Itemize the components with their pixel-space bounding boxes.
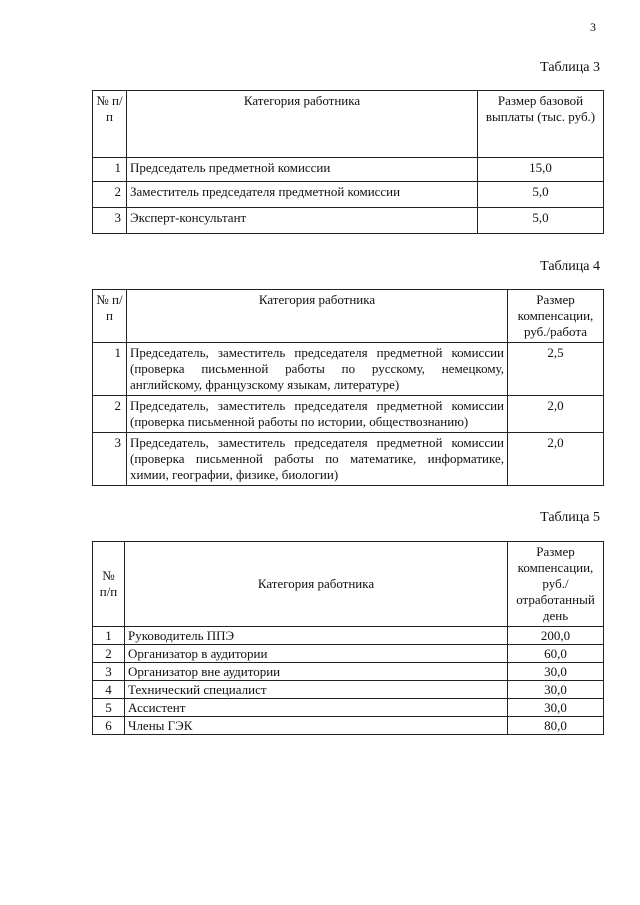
- table-row: [93, 627, 604, 645]
- table-row: [93, 699, 604, 717]
- table-row: [93, 433, 604, 486]
- table-row: [93, 645, 604, 663]
- row-num: 3: [93, 208, 127, 234]
- row-category: Председатель, заместитель председателя предметной комиссии (проверка письменной работы по истории, обществознанию): [127, 396, 508, 433]
- table-header-row: [93, 91, 604, 158]
- row-category: Председатель предметной комиссии: [127, 158, 478, 182]
- row-value: 80,0: [508, 717, 604, 735]
- header-category: Категория работника: [127, 91, 478, 158]
- row-category: Заместитель председателя предметной комиссии: [127, 182, 478, 208]
- row-num: 4: [93, 681, 125, 699]
- row-num: 3: [93, 433, 127, 486]
- header-num: № п/п: [93, 290, 127, 343]
- row-num: 2: [93, 182, 127, 208]
- table-row: [93, 717, 604, 735]
- row-value: 5,0: [478, 182, 604, 208]
- row-num: 2: [93, 645, 125, 663]
- row-value: 30,0: [508, 663, 604, 681]
- table-3-caption: Таблица 3: [540, 60, 600, 75]
- table-header-row: [93, 290, 604, 343]
- row-value: 5,0: [478, 208, 604, 234]
- row-category: Руководитель ППЭ: [125, 627, 508, 645]
- row-value: 60,0: [508, 645, 604, 663]
- row-category: Организатор вне аудитории: [125, 663, 508, 681]
- table-row: [93, 158, 604, 182]
- page-number: 3: [590, 20, 596, 34]
- row-num: 3: [93, 663, 125, 681]
- table-3: [92, 90, 604, 234]
- table-4-caption: Таблица 4: [540, 259, 600, 274]
- row-value: 30,0: [508, 681, 604, 699]
- row-num: 1: [93, 627, 125, 645]
- table-row: [93, 681, 604, 699]
- row-value: 2,0: [508, 433, 604, 486]
- table-row: [93, 343, 604, 396]
- row-category: Члены ГЭК: [125, 717, 508, 735]
- table-row: [93, 182, 604, 208]
- row-category: Организатор в аудитории: [125, 645, 508, 663]
- header-category: Категория работника: [125, 542, 508, 627]
- row-category: Технический специалист: [125, 681, 508, 699]
- row-category: Председатель, заместитель председателя предметной комиссии (проверка письменной работы по русскому, немецкому, английскому, французскому языкам, литературе): [127, 343, 508, 396]
- header-value: Размер базовой выплаты (тыс. руб.): [478, 91, 604, 158]
- row-value: 2,0: [508, 396, 604, 433]
- header-num: № п/п: [93, 542, 125, 627]
- header-value: Размер компенсации, руб./работа: [508, 290, 604, 343]
- table-5-caption: Таблица 5: [540, 510, 600, 525]
- table-5: [92, 541, 604, 735]
- row-category: Эксперт-консультант: [127, 208, 478, 234]
- row-category: Ассистент: [125, 699, 508, 717]
- row-num: 5: [93, 699, 125, 717]
- row-value: 200,0: [508, 627, 604, 645]
- table-header-row: [93, 542, 604, 627]
- row-num: 1: [93, 158, 127, 182]
- table-row: [93, 208, 604, 234]
- row-value: 30,0: [508, 699, 604, 717]
- row-value: 15,0: [478, 158, 604, 182]
- table-row: [93, 396, 604, 433]
- header-num: № п/п: [93, 91, 127, 158]
- row-value: 2,5: [508, 343, 604, 396]
- row-category: Председатель, заместитель председателя предметной комиссии (проверка письменной работы по математике, информатике, химии, географии, физике, биологии): [127, 433, 508, 486]
- header-value: Размер компенсации, руб./ отработанный день: [508, 542, 604, 627]
- header-category: Категория работника: [127, 290, 508, 343]
- row-num: 6: [93, 717, 125, 735]
- row-num: 2: [93, 396, 127, 433]
- table-row: [93, 663, 604, 681]
- row-num: 1: [93, 343, 127, 396]
- table-4: [92, 289, 604, 486]
